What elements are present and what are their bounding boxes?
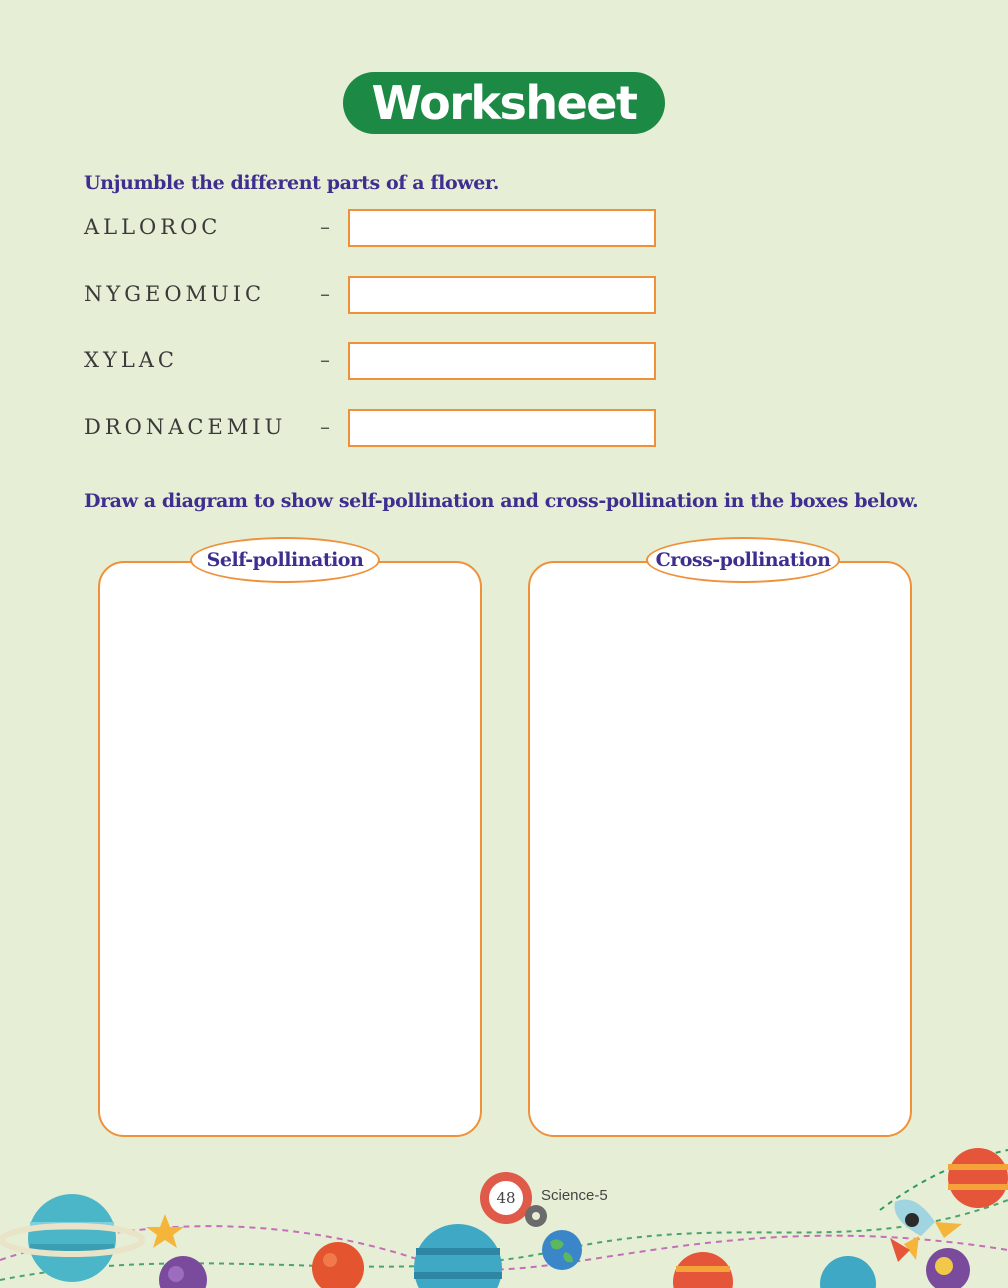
unjumble-row (84, 209, 664, 247)
answer-input-2[interactable] (348, 276, 656, 314)
dash-separator: – (320, 215, 330, 239)
cross-pollination-drawing-box[interactable] (528, 561, 912, 1137)
self-pollination-drawing-box[interactable] (98, 561, 482, 1137)
planet-icon (926, 1248, 970, 1288)
dash-separator: – (320, 282, 330, 306)
worksheet-title-banner (343, 72, 665, 134)
dash-separator: – (320, 348, 330, 372)
unjumble-row (84, 276, 664, 314)
unjumble-heading: Unjumble the different parts of a flower. (84, 172, 499, 194)
jumbled-word: ALLOROC (84, 215, 222, 239)
planet-icon (312, 1242, 364, 1288)
answer-input-4[interactable] (348, 409, 656, 447)
dash-separator: – (320, 415, 330, 439)
earth-icon (542, 1230, 582, 1270)
planet-icon (2, 1194, 142, 1282)
page-number: 48 (496, 1189, 516, 1207)
answer-input-3[interactable] (348, 342, 656, 380)
unjumble-row (84, 409, 664, 447)
worksheet-title: Worksheet (371, 76, 637, 130)
cross-pollination-label: Cross-pollination (646, 537, 840, 583)
jumbled-word: DRONACEMIU (84, 415, 287, 439)
unjumble-row (84, 342, 664, 380)
jumbled-word: XYLAC (84, 348, 178, 372)
planet-icon (673, 1252, 733, 1288)
self-pollination-label: Self-pollination (190, 537, 380, 583)
page-number-badge (485, 1177, 527, 1219)
planet-icon (159, 1256, 207, 1288)
diagram-heading: Draw a diagram to show self-pollination and cross-pollination in the boxes below. (84, 490, 919, 512)
subject-label: Science-5 (541, 1187, 608, 1204)
star-icon (146, 1214, 184, 1248)
planet-icon (820, 1256, 876, 1288)
planet-icon (948, 1148, 1008, 1208)
jumbled-word: NYGEOMUIC (84, 282, 266, 306)
planet-icon (414, 1224, 502, 1288)
answer-input-1[interactable] (348, 209, 656, 247)
